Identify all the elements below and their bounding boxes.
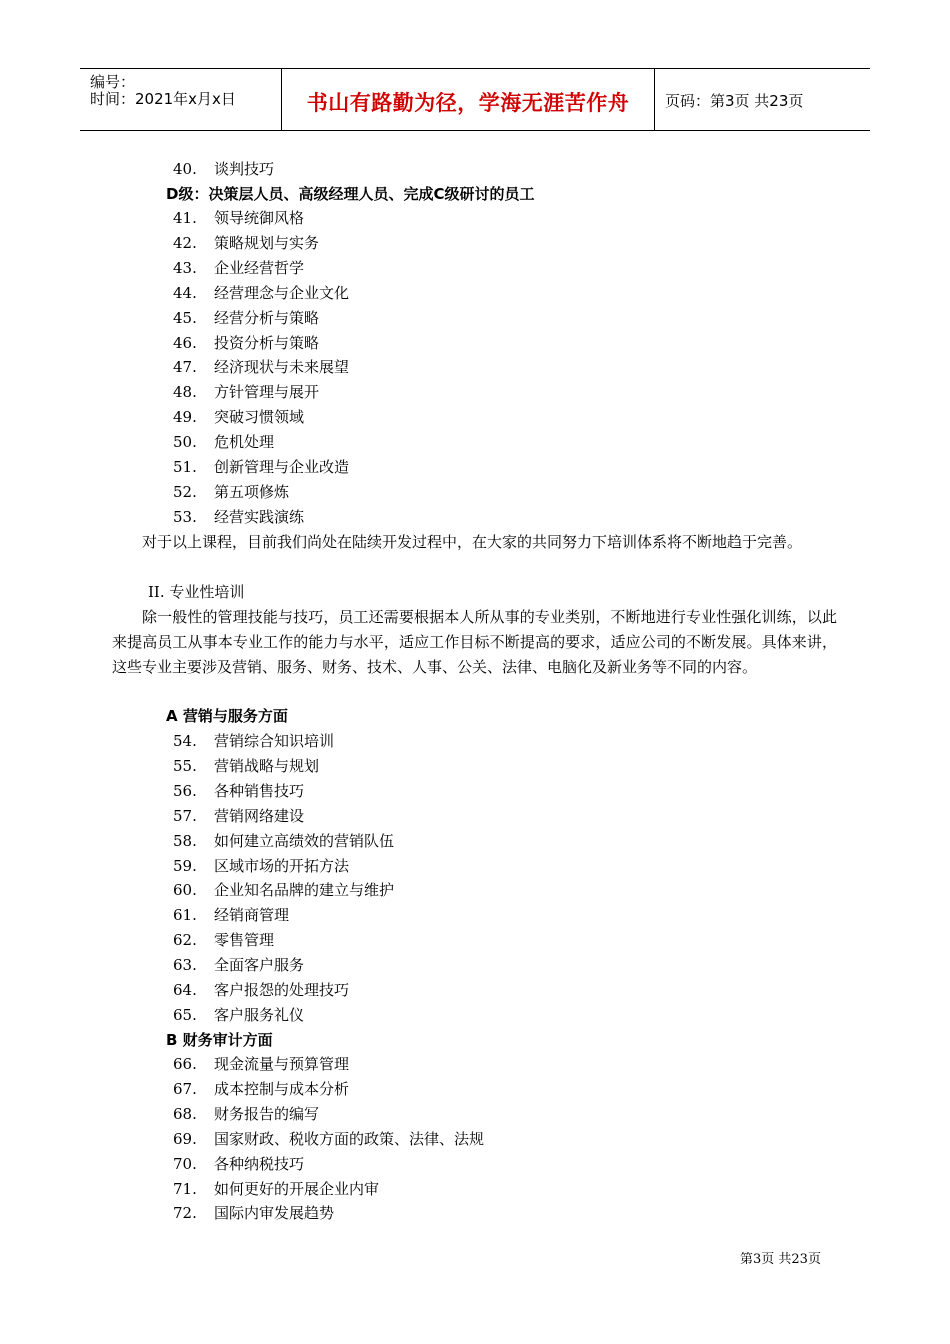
- item-number: 70.: [173, 1154, 197, 1173]
- item-text: 全面客户服务: [214, 956, 305, 975]
- group-b-title: B 财务审计方面: [166, 1031, 273, 1049]
- page-footer: 第3页 共23页: [740, 1252, 821, 1267]
- item-text: 国际内审发展趋势: [214, 1204, 335, 1223]
- item-number: 45.: [173, 308, 197, 327]
- item-number: 56.: [173, 781, 197, 800]
- list-item: [173, 158, 274, 179]
- item-number: 60.: [173, 881, 197, 900]
- item-text: 方针管理与展开: [214, 383, 320, 402]
- motto: 书山有路勤为径，学海无涯苦作舟: [306, 91, 630, 115]
- list-item: [173, 1178, 379, 1199]
- list-item: [173, 232, 319, 253]
- item-text: 经营分析与策略: [214, 308, 320, 327]
- item-text: 投资分析与策略: [214, 333, 320, 352]
- item-text: 客户服务礼仪: [214, 1005, 305, 1024]
- list-item: [173, 904, 289, 925]
- item-number: 68.: [173, 1104, 197, 1123]
- item-number: 63.: [173, 956, 197, 975]
- list-item: [173, 506, 304, 527]
- list-item: [173, 805, 304, 826]
- item-number: 53.: [173, 507, 197, 526]
- item-text: 领导统御风格: [214, 209, 305, 227]
- number-label: 编号：: [90, 73, 136, 91]
- item-text: 经营理念与企业文化: [214, 283, 350, 302]
- group-a-title: A 营销与服务方面: [166, 707, 288, 725]
- list-item: [173, 979, 349, 1000]
- item-number: 62.: [173, 931, 197, 950]
- list-item: [173, 755, 319, 776]
- list-item: [173, 954, 304, 975]
- item-number: 48.: [173, 383, 197, 402]
- paragraph-2: 除一般性的管理技能与技巧，员工还需要根据本人所从事的专业类别，不断地进行专业性强化训练，以此来提高员工从事本专业工作的能力与水平，适应工作目标不断提高的要求，适应公司的不断发展。具体来讲，这些专业主要涉及营销、服务、财务、技术、人事、公关、法律、电脑化及新业务等不同的内容。: [112, 608, 837, 676]
- item-number: 44.: [173, 283, 197, 302]
- item-text: 企业经营哲学: [214, 258, 305, 277]
- list-item: [173, 481, 289, 502]
- item-number: 61.: [173, 906, 197, 925]
- list-item: [173, 730, 334, 751]
- item-text: 国家财政、税收方面的政策、法律、法规: [214, 1129, 485, 1148]
- item-number: 50.: [173, 433, 197, 452]
- item-number: 55.: [173, 756, 197, 775]
- item-text: 营销综合知识培训: [214, 732, 335, 750]
- list-item: [173, 1053, 349, 1074]
- list-item: [173, 780, 304, 801]
- list-item: [173, 406, 304, 427]
- item-number: 59.: [173, 856, 197, 875]
- time-label: 时间：2021年x月x日: [90, 90, 236, 108]
- item-text: 现金流量与预算管理: [214, 1055, 350, 1073]
- header-meta-cell: [80, 69, 280, 130]
- list-item: [173, 431, 274, 452]
- item-number: 65.: [173, 1005, 197, 1024]
- item-number: 49.: [173, 408, 197, 427]
- item-number: 69.: [173, 1129, 197, 1148]
- item-number: 58.: [173, 831, 197, 850]
- header-motto-cell: [281, 69, 655, 130]
- item-text: 经销商管理: [214, 906, 290, 925]
- item-number: 72.: [173, 1204, 197, 1223]
- list-item: [173, 307, 319, 328]
- paragraph-1: 对于以上课程，目前我们尚处在陆续开发过程中，在大家的共同努力下培训体系将不断地趋于完善。: [142, 533, 803, 551]
- item-text: 谈判技巧: [214, 160, 275, 178]
- item-number: 66.: [173, 1055, 197, 1073]
- list-item: [173, 1103, 319, 1124]
- item-text: 客户报怨的处理技巧: [214, 981, 350, 999]
- item-number: 64.: [173, 981, 197, 999]
- header-page-cell: [655, 69, 870, 130]
- list-item: [173, 929, 274, 950]
- item-text: 如何建立高绩效的营销队伍: [214, 831, 395, 850]
- item-text: 突破习惯领域: [214, 408, 305, 427]
- item-text: 企业知名品牌的建立与维护: [214, 881, 395, 900]
- page-label: 页码：第3页 共23页: [665, 92, 804, 110]
- list-item: [173, 1202, 334, 1223]
- item-number: 46.: [173, 333, 197, 352]
- item-text: 各种纳税技巧: [214, 1154, 305, 1173]
- item-text: 经济现状与未来展望: [214, 358, 350, 377]
- item-text: 创新管理与企业改造: [214, 458, 350, 476]
- item-text: 营销战略与规划: [214, 756, 320, 775]
- item-text: 财务报告的编写: [214, 1104, 320, 1123]
- item-text: 如何更好的开展企业内审: [214, 1179, 380, 1198]
- item-number: 54.: [173, 732, 197, 750]
- page-header: [80, 68, 870, 131]
- list-item: [173, 879, 394, 900]
- list-item: [173, 257, 304, 278]
- list-item: [173, 332, 319, 353]
- item-number: 43.: [173, 258, 197, 277]
- item-text: 营销网络建设: [214, 806, 305, 825]
- item-text: 策略规划与实务: [214, 233, 320, 252]
- list-item: [173, 855, 349, 876]
- section-2-title: II. 专业性培训: [148, 583, 245, 601]
- list-item: [173, 1153, 304, 1174]
- item-number: 42.: [173, 233, 197, 252]
- list-item: [173, 356, 349, 377]
- item-text: 经营实践演练: [214, 507, 305, 526]
- list-item: [173, 381, 319, 402]
- list-item: [173, 830, 394, 851]
- list-item: [173, 1004, 304, 1025]
- item-number: 51.: [173, 458, 197, 476]
- item-text: 成本控制与成本分析: [214, 1079, 350, 1098]
- list-item: [173, 456, 349, 477]
- list-item: [173, 1078, 349, 1099]
- item-text: 各种销售技巧: [214, 781, 305, 800]
- item-text: 区域市场的开拓方法: [214, 856, 350, 875]
- item-number: 71.: [173, 1179, 197, 1198]
- item-number: 47.: [173, 358, 197, 377]
- group-d-title: D级：决策层人员、高级经理人员、完成C级研讨的员工: [166, 185, 535, 203]
- item-number: 41.: [173, 209, 197, 227]
- list-item: [173, 1128, 484, 1149]
- item-number: 40.: [173, 160, 197, 178]
- item-text: 零售管理: [214, 931, 275, 950]
- item-number: 52.: [173, 482, 197, 501]
- item-text: 第五项修炼: [214, 482, 290, 501]
- item-text: 危机处理: [214, 433, 275, 452]
- item-number: 67.: [173, 1079, 197, 1098]
- list-item: [173, 207, 304, 228]
- item-number: 57.: [173, 806, 197, 825]
- list-item: [173, 282, 349, 303]
